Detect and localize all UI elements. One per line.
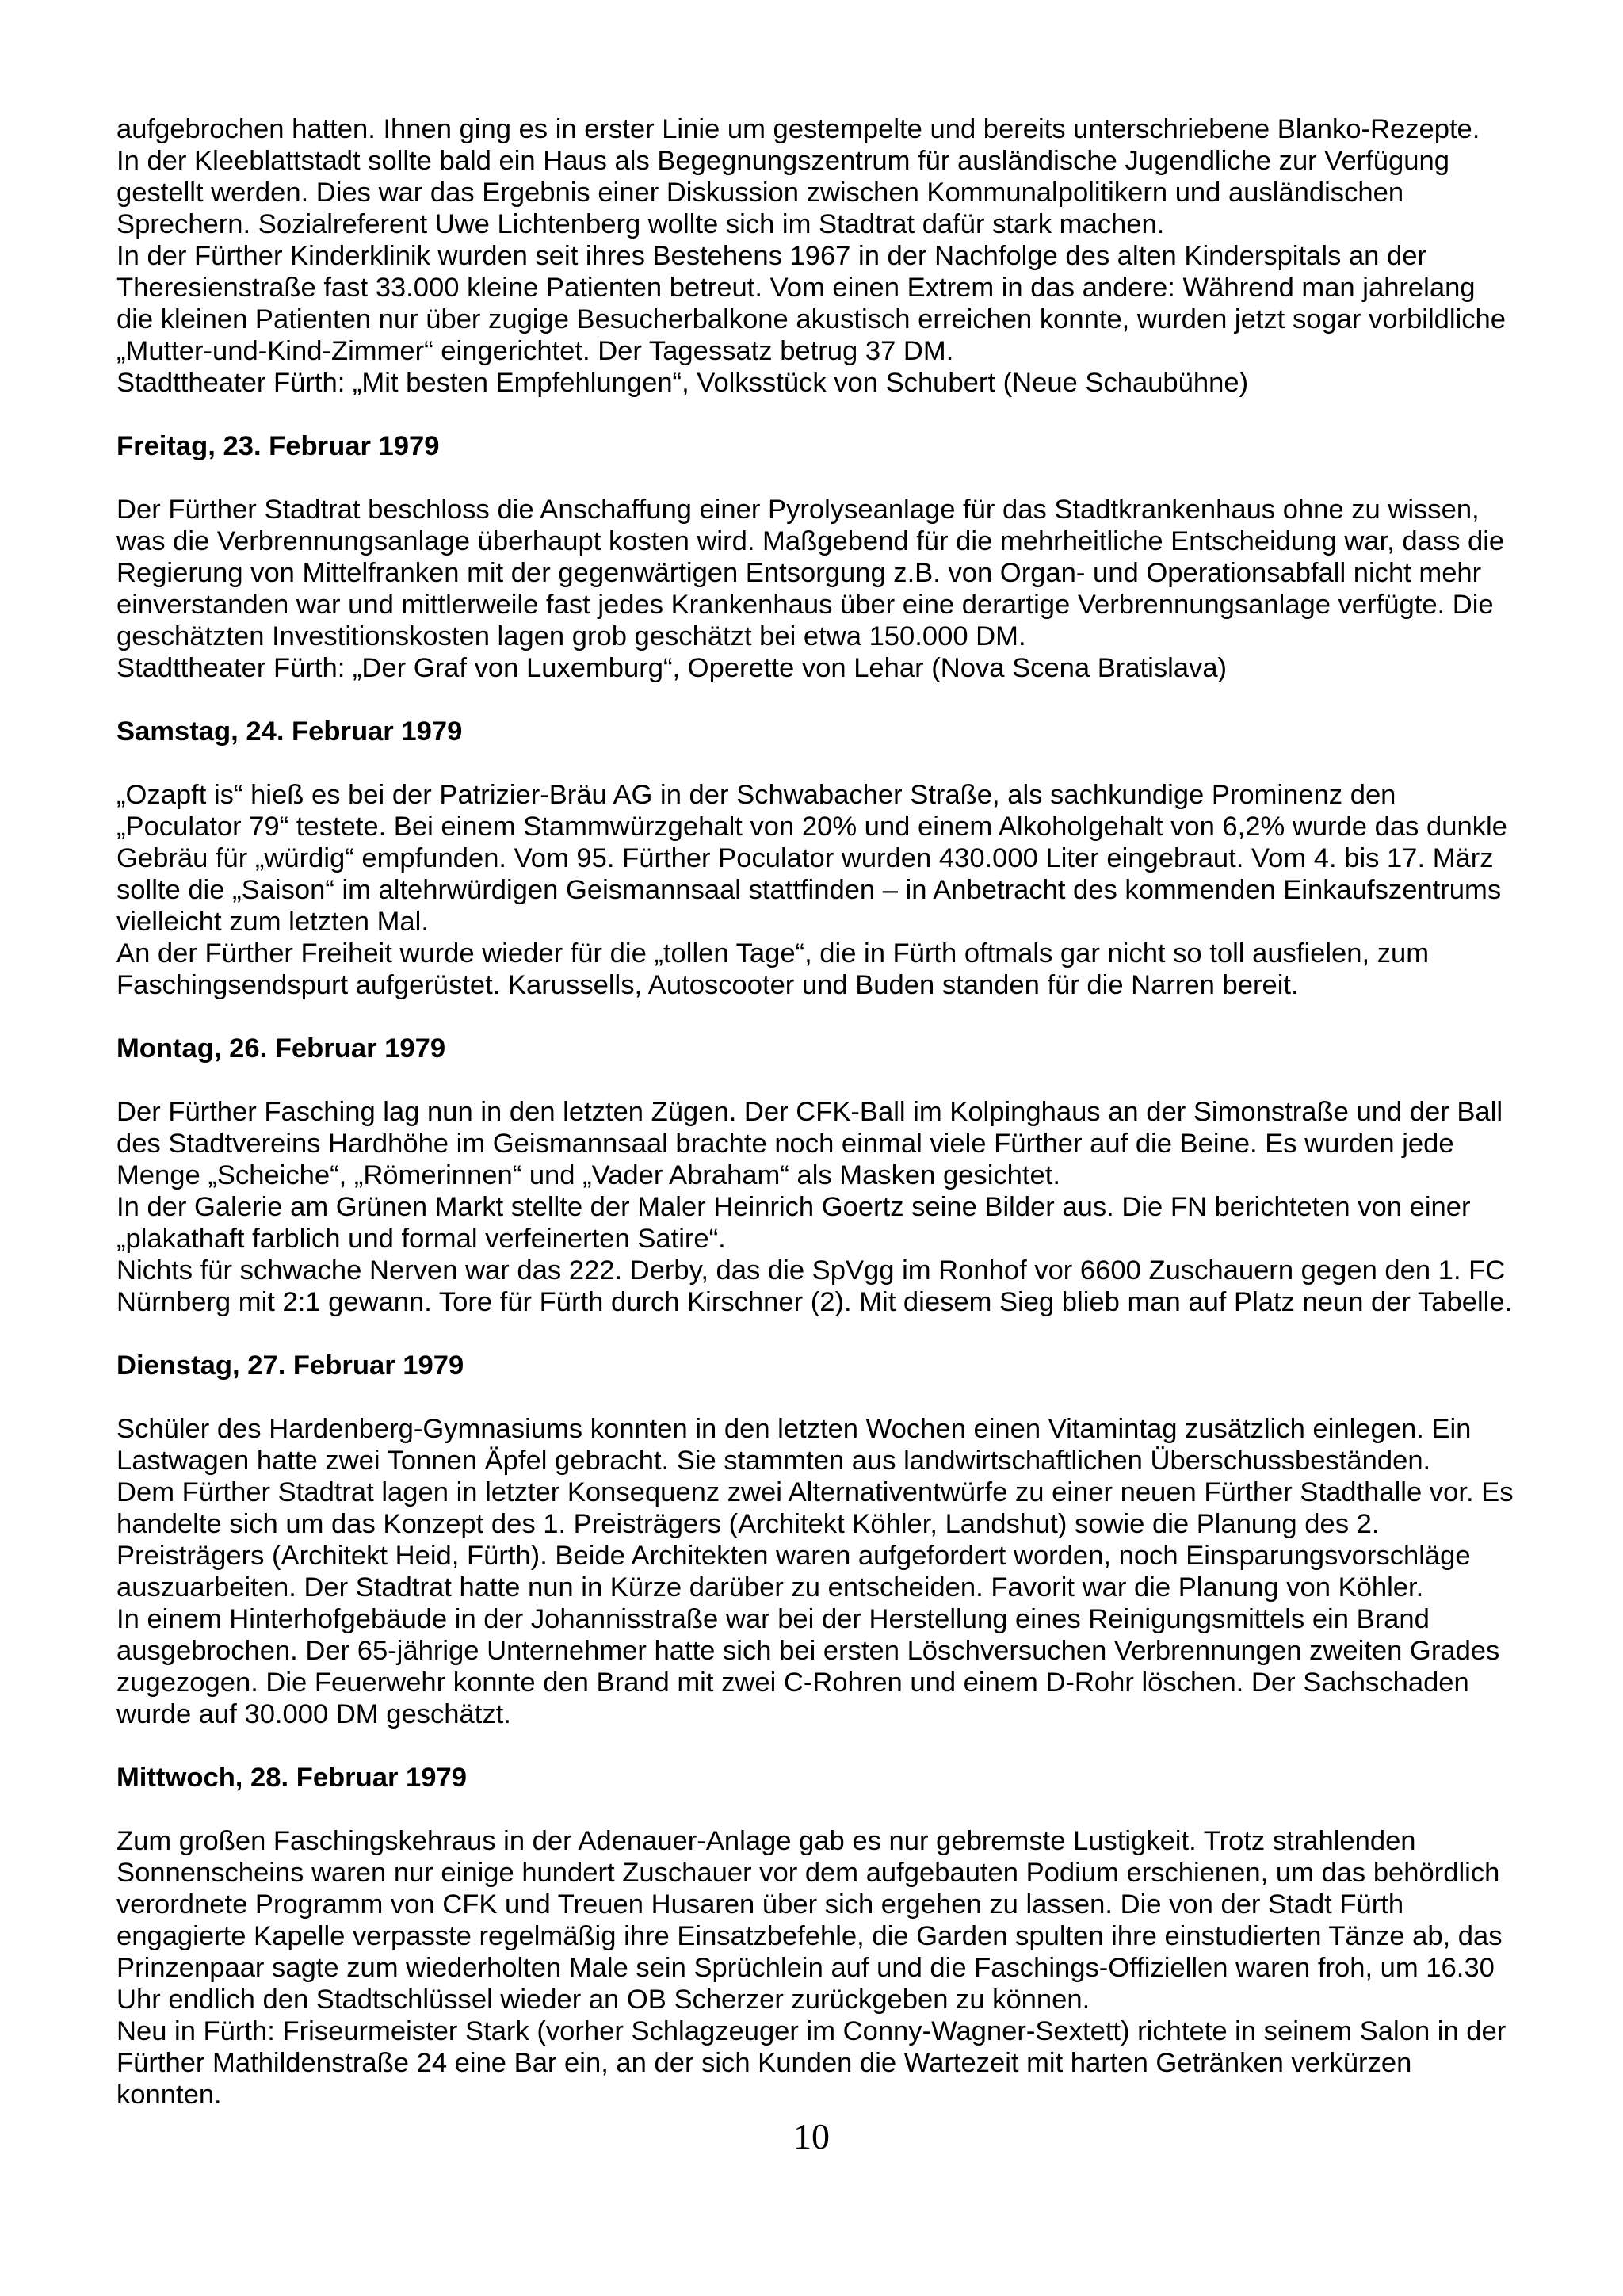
paragraph: „Ozapft is“ hieß es bei der Patrizier-Bräu AG in der Schwabacher Straße, als sachkundige Prominenz den „Poculator 79“ testete. Bei einem Stammwürzgehalt von 20% und einem Alkoholgehalt von 6,2% wurde das dunkle Gebräu für „würdig“ empfunden. Vom 95. Fürther Poculator wurden 430.000 Liter eingebraut. Vom 4. bis 17. März sollte die „Saison“ im altehrwürdigen Geismannsaal stattfinden – in Anbetracht des kommenden Einkaufszentrums vielleicht zum letzten Mal.	[116, 780, 1507, 937]
paragraph: In der Fürther Kinderklinik wurden seit ihres Bestehens 1967 in der Nachfolge des alten Kinderspitals an der Theresienstraße fast 33.000 kleine Patienten betreut. Vom einen Extrem in das andere: Während man jahrelang die kleinen Patienten nur über zugige Besucherbalkone akustisch erreichen konnte, wurden jetzt sogar vorbildliche „Mutter-und-Kind-Zimmer“ eingerichtet. Der Tagessatz betrug 37 DM.	[116, 241, 1507, 366]
section-heading: Freitag, 23. Februar 1979	[116, 431, 440, 461]
paragraph: Zum großen Faschingskehraus in der Adenauer-Anlage gab es nur gebremste Lustigkeit. Trotz strahlenden Sonnenscheins waren nur einige hundert Zuschauer vor dem aufgebauten Podium erschienen, um das behördlich verordnete Programm von CFK und Treuen Husaren über sich ergehen zu lassen. Die von der Stadt Fürth engagierte Kapelle verpasste regelmäßig ihre Einsatzbefehle, die Garden spulten ihre einstudierten Tänze ab, das Prinzenpaar sagte zum wiederholten Male sein Sprüchlein auf und die Faschings-Offiziellen waren froh, um 16.30 Uhr endlich den Stadtschlüssel wieder an OB Scherzer zurückgeben zu können.	[116, 1826, 1503, 2015]
paragraph: Stadttheater Fürth: „Der Graf von Luxemburg“, Operette von Lehar (Nova Scena Bratislava)	[116, 653, 1228, 683]
paragraph: Nichts für schwache Nerven war das 222. Derby, das die SpVgg im Ronhof vor 6600 Zuschauern gegen den 1. FC Nürnberg mit 2:1 gewann. Tore für Fürth durch Kirschner (2). Mit diesem Sieg blieb man auf Platz neun der Tabelle.	[116, 1255, 1513, 1317]
paragraph: In einem Hinterhofgebäude in der Johannisstraße war bei der Herstellung eines Reinigungsmittels ein Brand ausgebrochen. Der 65-jährige Unternehmer hatte sich bei ersten Löschversuchen Verbrennungen zweiten Grades zugezogen. Die Feuerwehr konnte den Brand mit zwei C-Rohren und einem D-Rohr löschen. Der Sachschaden wurde auf 30.000 DM geschätzt.	[116, 1604, 1500, 1729]
paragraph: Der Fürther Stadtrat beschloss die Anschaffung einer Pyrolyseanlage für das Stadtkrankenhaus ohne zu wissen, was die Verbrennungsanlage überhaupt kosten wird. Maßgebend für die mehrheitliche Entscheidung war, dass die Regierung von Mittelfranken mit der gegenwärtigen Entsorgung z.B. von Organ- und Operationsabfall nicht mehr einverstanden war und mittlerweile fast jedes Krankenhaus über eine derartige Verbrennungsanlage verfügte. Die geschätzten Investitionskosten lagen grob geschätzt bei etwa 150.000 DM.	[116, 495, 1505, 651]
paragraph: In der Galerie am Grünen Markt stellte der Maler Heinrich Goertz seine Bilder aus. Die FN berichteten von einer „plakathaft farblich und formal verfeinerten Satire“.	[116, 1192, 1471, 1254]
paragraph: Schüler des Hardenberg-Gymnasiums konnten in den letzten Wochen einen Vitamintag zusätzlich einlegen. Ein Lastwagen hatte zwei Tonnen Äpfel gebracht. Sie stammten aus landwirtschaftlichen Überschussbeständen.	[116, 1414, 1472, 1476]
paragraph: Neu in Fürth: Friseurmeister Stark (vorher Schlagzeuger im Conny-Wagner-Sextett) richtete in seinem Salon in der Fürther Mathildenstraße 24 eine Bar ein, an der sich Kunden die Wartezeit mit harten Getränken verkürzen konnten.	[116, 2016, 1507, 2110]
section-heading: Montag, 26. Februar 1979	[116, 1033, 446, 1064]
paragraph: Dem Fürther Stadtrat lagen in letzter Konsequenz zwei Alternativentwürfe zu einer neuen Fürther Stadthalle vor. Es handelte sich um das Konzept des 1. Preisträgers (Architekt Köhler, Landshut) sowie die Planung des 2. Preisträgers (Architekt Heid, Fürth). Beide Architekten waren aufgefordert worden, noch Einsparungsvorschläge auszuarbeiten. Der Stadtrat hatte nun in Kürze darüber zu entscheiden. Favorit war die Planung von Köhler.	[116, 1477, 1514, 1603]
paragraph: aufgebrochen hatten. Ihnen ging es in erster Linie um gestempelte und bereits unterschriebene Blanko-Rezepte.	[116, 114, 1480, 144]
section-heading: Mittwoch, 28. Februar 1979	[116, 1763, 467, 1793]
section-heading: Samstag, 24. Februar 1979	[116, 716, 463, 747]
paragraph: An der Fürther Freiheit wurde wieder für die „tollen Tage“, die in Fürth oftmals gar nicht so toll ausfielen, zum Faschingsendspurt aufgerüstet. Karussells, Autoscooter und Buden standen für die Narren bereit.	[116, 938, 1430, 1000]
section-heading: Dienstag, 27. Februar 1979	[116, 1350, 464, 1381]
paragraph: In der Kleeblattstadt sollte bald ein Haus als Begegnungszentrum für ausländische Jugendliche zur Verfügung gestellt werden. Dies war das Ergebnis einer Diskussion zwischen Kommunalpolitikern und ausländischen Sprechern. Sozialreferent Uwe Lichtenberg wollte sich im Stadtrat dafür stark machen.	[116, 146, 1449, 239]
document-content	[116, 113, 1519, 2111]
paragraph: Stadttheater Fürth: „Mit besten Empfehlungen“, Volksstück von Schubert (Neue Schaubühne)	[116, 368, 1249, 398]
page-number: 10	[793, 2116, 830, 2157]
paragraph: Der Fürther Fasching lag nun in den letzten Zügen. Der CFK-Ball im Kolpinghaus an der Simonstraße und der Ball des Stadtvereins Hardhöhe im Geismannsaal brachte noch einmal viele Fürther auf die Beine. Es wurden jede Menge „Scheiche“, „Römerinnen“ und „Vader Abraham“ als Masken gesichtet.	[116, 1097, 1503, 1190]
